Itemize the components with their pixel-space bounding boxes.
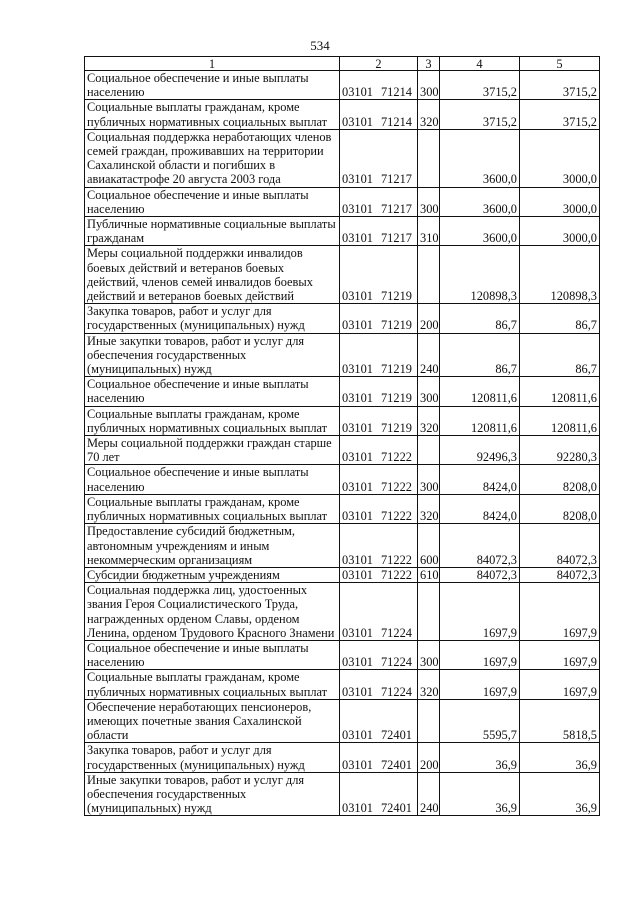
row-amount-col4: 1697,9: [440, 670, 520, 699]
table-row: [85, 743, 600, 772]
row-code-article: 71222: [380, 450, 412, 465]
row-code-article: 71219: [380, 391, 412, 406]
table-row: [85, 772, 600, 816]
table-row: [85, 436, 600, 465]
row-code-section: 03101: [342, 728, 373, 743]
row-code-article: 71222: [380, 552, 412, 567]
row-expense-type: 310: [418, 217, 440, 246]
table-row: [85, 567, 600, 582]
row-amount-col4: 3600,0: [440, 187, 520, 216]
row-code-article: 72401: [380, 757, 412, 772]
table-row: [85, 640, 600, 669]
header-cell-1: 1: [85, 57, 340, 71]
table-body: [85, 71, 600, 816]
row-amount-col5: 86,7: [520, 304, 600, 333]
row-code-section: 03101: [342, 509, 373, 524]
row-code-article: 71224: [380, 655, 412, 670]
row-code-article: 71222: [380, 567, 412, 582]
row-code: [340, 465, 418, 494]
row-code: [340, 640, 418, 669]
row-amount-col5: 3000,0: [520, 187, 600, 216]
row-code-section: 03101: [342, 201, 373, 216]
row-name: Обеспечение неработающих пенсионеров, имеющих почетные звания Сахалинской области: [85, 699, 340, 743]
row-code-section: 03101: [342, 172, 373, 187]
table-row: [85, 246, 600, 304]
row-expense-type: 200: [418, 304, 440, 333]
row-code: [340, 246, 418, 304]
row-expense-type: 320: [418, 100, 440, 129]
row-amount-col5: 1697,9: [520, 583, 600, 641]
table-row: [85, 699, 600, 743]
row-code-section: 03101: [342, 801, 373, 816]
row-amount-col4: 1697,9: [440, 583, 520, 641]
table-row: [85, 406, 600, 435]
row-code-article: 71214: [380, 114, 412, 129]
row-code-article: 71222: [380, 509, 412, 524]
row-code-section: 03101: [342, 391, 373, 406]
table-row: [85, 304, 600, 333]
row-code-section: 03101: [342, 552, 373, 567]
row-code: [340, 217, 418, 246]
row-code: [340, 524, 418, 568]
row-expense-type: 600: [418, 524, 440, 568]
row-code: [340, 494, 418, 523]
row-amount-col5: 36,9: [520, 743, 600, 772]
row-code: [340, 567, 418, 582]
row-code: [340, 71, 418, 100]
row-amount-col5: 86,7: [520, 333, 600, 377]
row-name: Социальное обеспечение и иные выплаты населению: [85, 377, 340, 406]
row-name: Субсидии бюджетным учреждениям: [85, 567, 340, 582]
row-amount-col5: 3715,2: [520, 71, 600, 100]
row-amount-col4: 120898,3: [440, 246, 520, 304]
row-expense-type: [418, 436, 440, 465]
row-amount-col4: 84072,3: [440, 567, 520, 582]
row-code-article: 71219: [380, 289, 412, 304]
row-amount-col4: 120811,6: [440, 406, 520, 435]
row-code: [340, 670, 418, 699]
row-name: Иные закупки товаров, работ и услуг для обеспечения государственных (муниципальных) нужд: [85, 772, 340, 816]
row-code-article: 71219: [380, 318, 412, 333]
row-amount-col4: 3600,0: [440, 217, 520, 246]
row-name: Социальная поддержка лиц, удостоенных звания Героя Социалистического Труда, награжденных орденом Славы, орденом Ленина, орденом Трудового Красного Знамени: [85, 583, 340, 641]
row-code-article: 72401: [380, 728, 412, 743]
row-expense-type: 320: [418, 406, 440, 435]
row-code-section: 03101: [342, 567, 373, 582]
row-name: Социальные выплаты гражданам, кроме публичных нормативных социальных выплат: [85, 100, 340, 129]
row-amount-col4: 1697,9: [440, 640, 520, 669]
row-code-article: 71222: [380, 479, 412, 494]
row-amount-col4: 5595,7: [440, 699, 520, 743]
table-row: [85, 187, 600, 216]
row-name: Меры социальной поддержки инвалидов боевых действий и ветеранов боевых действий, членов семей инвалидов боевых действий и ветеранов боевых действий: [85, 246, 340, 304]
row-amount-col4: 120811,6: [440, 377, 520, 406]
row-code-section: 03101: [342, 114, 373, 129]
row-amount-col4: 8424,0: [440, 465, 520, 494]
row-code: [340, 100, 418, 129]
row-code-article: 72401: [380, 801, 412, 816]
row-code-section: 03101: [342, 231, 373, 246]
row-code-article: 71219: [380, 362, 412, 377]
row-code: [340, 699, 418, 743]
row-name: Социальное обеспечение и иные выплаты населению: [85, 465, 340, 494]
row-name: Социальная поддержка неработающих членов семей граждан, проживавших на территории Сахалинской области и погибших в авиакатастрофе 20 августа 2003 года: [85, 129, 340, 187]
row-name: Социальные выплаты гражданам, кроме публичных нормативных социальных выплат: [85, 494, 340, 523]
header-row: [85, 57, 600, 71]
row-code-article: 71214: [380, 85, 412, 100]
row-amount-col4: 36,9: [440, 772, 520, 816]
row-code: [340, 377, 418, 406]
table-row: [85, 71, 600, 100]
row-amount-col4: 36,9: [440, 743, 520, 772]
row-expense-type: 300: [418, 187, 440, 216]
row-expense-type: 320: [418, 670, 440, 699]
row-name: Социальное обеспечение и иные выплаты населению: [85, 640, 340, 669]
row-amount-col5: 3000,0: [520, 129, 600, 187]
row-name: Предоставление субсидий бюджетным, автономным учреждениям и иным некоммерческим организациям: [85, 524, 340, 568]
row-expense-type: 320: [418, 494, 440, 523]
row-code-section: 03101: [342, 684, 373, 699]
row-expense-type: 240: [418, 333, 440, 377]
row-amount-col5: 3000,0: [520, 217, 600, 246]
row-amount-col5: 120811,6: [520, 406, 600, 435]
row-code-section: 03101: [342, 85, 373, 100]
row-code-section: 03101: [342, 318, 373, 333]
row-amount-col4: 3715,2: [440, 100, 520, 129]
row-name: Социальные выплаты гражданам, кроме публичных нормативных социальных выплат: [85, 670, 340, 699]
row-expense-type: [418, 583, 440, 641]
row-code-section: 03101: [342, 362, 373, 377]
table-row: [85, 583, 600, 641]
header-cell-5: 5: [520, 57, 600, 71]
row-code: [340, 583, 418, 641]
row-code-section: 03101: [342, 757, 373, 772]
row-name: Закупка товаров, работ и услуг для государственных (муниципальных) нужд: [85, 304, 340, 333]
header-cell-2: 2: [340, 57, 418, 71]
row-expense-type: 300: [418, 71, 440, 100]
table-row: [85, 524, 600, 568]
row-code-section: 03101: [342, 625, 373, 640]
row-code-section: 03101: [342, 479, 373, 494]
table-row: [85, 100, 600, 129]
row-amount-col5: 1697,9: [520, 670, 600, 699]
row-expense-type: 610: [418, 567, 440, 582]
row-expense-type: [418, 129, 440, 187]
row-expense-type: [418, 699, 440, 743]
table-row: [85, 465, 600, 494]
row-name: Меры социальной поддержки граждан старше 70 лет: [85, 436, 340, 465]
row-code-article: 71224: [380, 684, 412, 699]
row-code-section: 03101: [342, 289, 373, 304]
row-code-article: 71219: [380, 420, 412, 435]
row-code: [340, 436, 418, 465]
row-code-section: 03101: [342, 655, 373, 670]
row-amount-col5: 5818,5: [520, 699, 600, 743]
row-amount-col5: 8208,0: [520, 494, 600, 523]
budget-table: [84, 56, 600, 816]
row-code: [340, 406, 418, 435]
row-expense-type: [418, 246, 440, 304]
row-expense-type: 200: [418, 743, 440, 772]
row-code: [340, 187, 418, 216]
row-amount-col5: 1697,9: [520, 640, 600, 669]
row-name: Социальное обеспечение и иные выплаты населению: [85, 187, 340, 216]
table-row: [85, 670, 600, 699]
row-code: [340, 772, 418, 816]
table-row: [85, 377, 600, 406]
row-amount-col4: 3600,0: [440, 129, 520, 187]
row-name: Социальные выплаты гражданам, кроме публичных нормативных социальных выплат: [85, 406, 340, 435]
row-code: [340, 129, 418, 187]
row-name: Закупка товаров, работ и услуг для государственных (муниципальных) нужд: [85, 743, 340, 772]
row-name: Иные закупки товаров, работ и услуг для обеспечения государственных (муниципальных) нужд: [85, 333, 340, 377]
row-amount-col4: 86,7: [440, 304, 520, 333]
page-number: 534: [310, 38, 330, 53]
row-amount-col4: 92496,3: [440, 436, 520, 465]
row-expense-type: 300: [418, 377, 440, 406]
row-amount-col4: 86,7: [440, 333, 520, 377]
row-code-section: 03101: [342, 450, 373, 465]
row-expense-type: 240: [418, 772, 440, 816]
table-row: [85, 129, 600, 187]
row-code-article: 71217: [380, 172, 412, 187]
row-code-article: 71224: [380, 625, 412, 640]
table-row: [85, 217, 600, 246]
row-amount-col5: 84072,3: [520, 524, 600, 568]
row-amount-col5: 3715,2: [520, 100, 600, 129]
row-amount-col5: 92280,3: [520, 436, 600, 465]
row-amount-col4: 8424,0: [440, 494, 520, 523]
row-amount-col4: 84072,3: [440, 524, 520, 568]
row-code-article: 71217: [380, 231, 412, 246]
row-amount-col5: 36,9: [520, 772, 600, 816]
header-cell-3: 3: [418, 57, 440, 71]
row-amount-col5: 84072,3: [520, 567, 600, 582]
row-code-section: 03101: [342, 420, 373, 435]
row-amount-col5: 120811,6: [520, 377, 600, 406]
table-row: [85, 333, 600, 377]
header-cell-4: 4: [440, 57, 520, 71]
row-code: [340, 304, 418, 333]
row-code-article: 71217: [380, 201, 412, 216]
row-expense-type: 300: [418, 640, 440, 669]
row-amount-col5: 8208,0: [520, 465, 600, 494]
row-amount-col5: 120898,3: [520, 246, 600, 304]
row-code: [340, 333, 418, 377]
row-name: Публичные нормативные социальные выплаты гражданам: [85, 217, 340, 246]
row-code: [340, 743, 418, 772]
row-name: Социальное обеспечение и иные выплаты населению: [85, 71, 340, 100]
row-amount-col4: 3715,2: [440, 71, 520, 100]
table-row: [85, 494, 600, 523]
row-expense-type: 300: [418, 465, 440, 494]
